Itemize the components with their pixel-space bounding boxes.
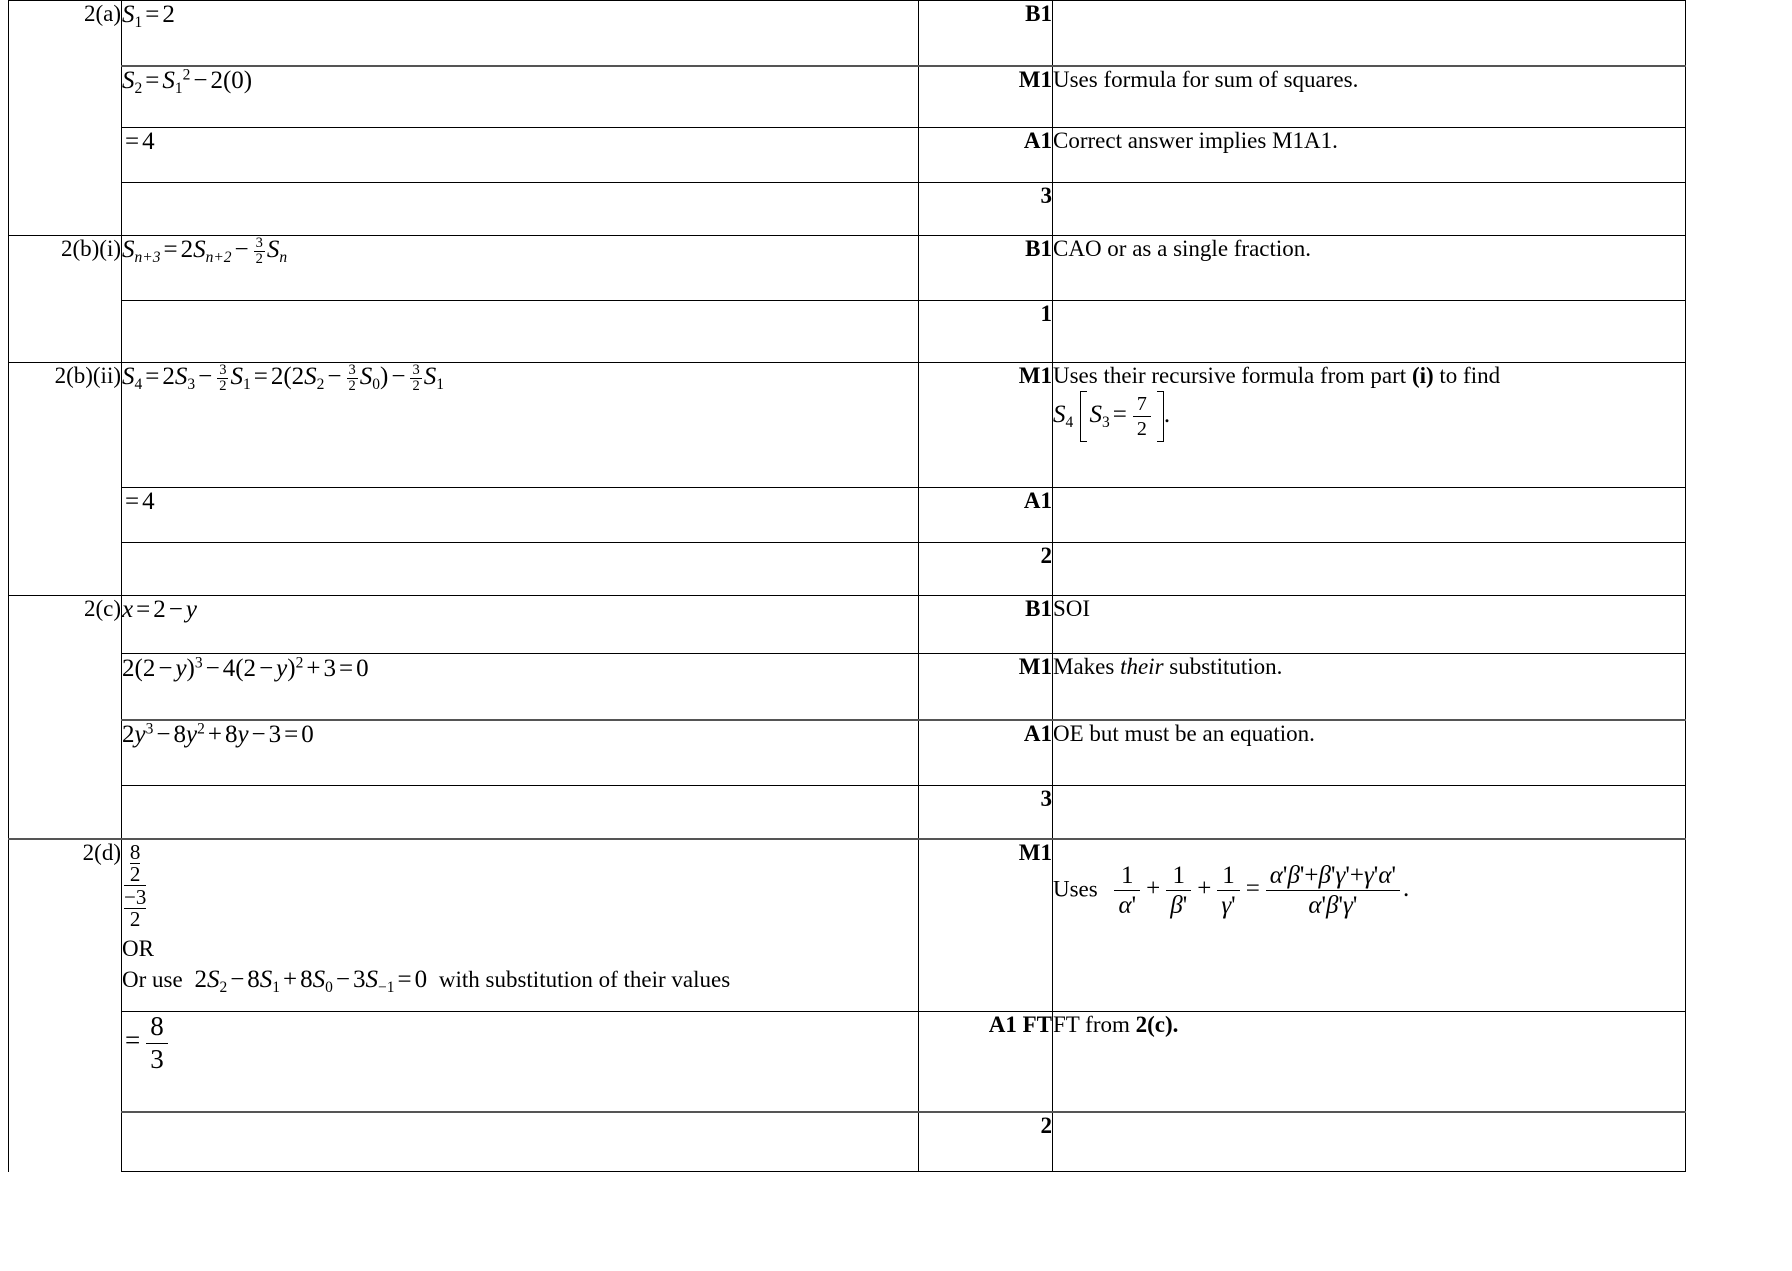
math-expression: x = 2 − y: [122, 596, 197, 623]
mark-cell-2c-a1: [919, 720, 1053, 786]
table-row: [9, 488, 1686, 543]
mark-code: 3: [1040, 786, 1052, 811]
mark-code: 2: [1040, 1112, 1052, 1138]
working-cell-2a-a1: [122, 128, 919, 183]
note-text-italic: their: [1120, 654, 1164, 679]
note-cell-2a-m1: [1053, 66, 1686, 128]
mark-cell-2a-b1: [919, 1, 1053, 66]
continued-fraction: [124, 839, 918, 932]
mark-scheme-table: [8, 0, 1686, 1172]
question-number: 2(c): [83, 596, 121, 621]
question-label-2bii: [9, 363, 122, 488]
working-cell-2bi-total: [122, 301, 919, 363]
note-cell-2bii: [1053, 363, 1686, 488]
mark-cell-2a-m1: [919, 66, 1053, 128]
table-row: [9, 1012, 1686, 1112]
working-cell-2c-a1: [122, 720, 919, 786]
math-expression: $2y^3 - 8y^2 + 8y - 3 = 0$: [122, 720, 314, 749]
mark-code: 1: [1040, 301, 1052, 326]
question-label-spacer: [9, 543, 122, 596]
or-text: OR: [122, 935, 154, 961]
note-text-a: Uses their recursive formula from part: [1053, 363, 1412, 388]
question-number: 2(a): [83, 1, 121, 26]
working-cell-2bii-total: [122, 543, 919, 596]
mark-total-2bii: [919, 543, 1053, 596]
question-label-spacer: [9, 183, 122, 236]
table-row: [9, 183, 1686, 236]
note-cell-2a-b1: [1053, 1, 1686, 66]
or-use-prefix: Or use: [122, 966, 183, 992]
mark-total-2c: [919, 786, 1053, 839]
math-expression: $S_4 = 2S_3$ − $\frac{3}{2}$ $S_1 = 2(2S_2$ − $\frac{3}{2}$ $S_0$) − $\frac{3}{2}$ $S_1$: [122, 362, 444, 395]
mark-code: A1: [1023, 488, 1052, 513]
note-cell-2d-a1: [1053, 1012, 1686, 1112]
table-row: [9, 301, 1686, 363]
math-expression: = 4: [125, 488, 155, 515]
note-cell-2c-total: [1053, 786, 1686, 839]
table-row: [9, 1, 1686, 66]
mark-cell-2bii: [919, 363, 1053, 488]
note-text: CAO or as a single fraction.: [1053, 236, 1312, 261]
note-cell-2bi: [1053, 236, 1686, 301]
math-expression: $S_1 = 2$: [122, 1, 175, 31]
working-cell-2bi: [122, 236, 919, 301]
table-row: [9, 236, 1686, 301]
note-cell-2c-a1: [1053, 720, 1686, 786]
mark-cell-2d-m1: [919, 839, 1053, 1012]
mark-cell-2c-b1: [919, 596, 1053, 654]
table-row: [9, 654, 1686, 720]
math-expression: $2S_2 - 8S_1 + 8S_0 - 3S_{-1} = 0$: [194, 965, 428, 996]
note-text: SOI: [1053, 596, 1091, 621]
mark-code: 2: [1040, 543, 1052, 568]
or-use-suffix: with substitution of their values: [438, 966, 731, 992]
question-label-spacer: [9, 720, 122, 786]
working-cell-2c-m1: [122, 654, 919, 720]
table-row: [9, 720, 1686, 786]
working-cell-2d-a1: [122, 1012, 919, 1112]
mark-cell-2d-a1: [919, 1012, 1053, 1112]
table-row: [9, 786, 1686, 839]
table-row: [9, 1112, 1686, 1172]
math-expression: $\frac{\frac{8}{2}}{\frac{-3}{2}}$: [124, 839, 147, 931]
working-cell-2a-m1: [122, 66, 919, 128]
table-row: [9, 363, 1686, 488]
note-text-line2: [1053, 391, 1685, 442]
mark-code: M1: [1018, 363, 1052, 388]
mark-code: 3: [1040, 183, 1052, 208]
working-cell-2c-total: [122, 786, 919, 839]
table-row: [9, 128, 1686, 183]
note-cell-2bii-a1: [1053, 488, 1686, 543]
note-cell-2d-total: [1053, 1112, 1686, 1172]
math-expression: $S_4$ $S_3$ = $\frac{7}{2}$ .: [1053, 393, 1171, 440]
mark-cell-2c-m1: [919, 654, 1053, 720]
table-row: [9, 596, 1686, 654]
question-label-spacer: [9, 66, 122, 128]
note-text-a: FT from: [1053, 1012, 1136, 1037]
note-text-a: Makes: [1053, 654, 1121, 679]
working-cell-2bii-a1: [122, 488, 919, 543]
mark-code: M1: [1018, 66, 1052, 92]
math-expression: = $\frac{8}{3}$: [122, 1025, 171, 1055]
math-expression: $\frac{1}{\alpha'}$ + $\frac{1}{\beta'}$ + $\frac{1}{\gamma'}$ = $\frac{\alpha'\beta'+\beta'\gamma'+\gamma'\alpha'}{\alpha'\beta'\gamma'}$ .: [1111, 875, 1409, 902]
note-cell-2bii-total: [1053, 543, 1686, 596]
mark-code: B1: [1025, 596, 1052, 621]
math-expression: $S_{n+3} = 2S_{n+2}$ − $\frac{3}{2}$ $S_n$: [122, 235, 288, 268]
note-prefix: Uses: [1053, 876, 1098, 902]
mark-code: A1: [1023, 128, 1052, 153]
working-cell-2a-b1: [122, 1, 919, 66]
mark-code: M1: [1018, 839, 1052, 865]
working-cell-2d-m1: [122, 839, 919, 1012]
math-expression: $S_2 = S_1^2 - 2(0)$: [122, 66, 253, 97]
mark-total-2d: [919, 1112, 1053, 1172]
mark-total-2bi: [919, 301, 1053, 363]
question-number: 2(d): [82, 839, 121, 865]
note-cell-2a-total: [1053, 183, 1686, 236]
note-cell-2bi-total: [1053, 301, 1686, 363]
square-bracket-group: $S_3$ = $\frac{7}{2}$: [1080, 391, 1164, 442]
mark-code: B1: [1025, 1, 1052, 26]
question-label-spacer: [9, 128, 122, 183]
question-label-spacer: [9, 301, 122, 363]
working-cell-2bii: [122, 363, 919, 488]
mark-code: A1 FT: [988, 1012, 1052, 1037]
table-row: [9, 543, 1686, 596]
mark-cell-2bi: [919, 236, 1053, 301]
note-text: Uses formula for sum of squares.: [1053, 66, 1359, 92]
note-cell-2d-m1: [1053, 839, 1686, 1012]
question-label-2d: [9, 839, 122, 1012]
note-cell-2c-b1: [1053, 596, 1686, 654]
note-cell-2c-m1: [1053, 654, 1686, 720]
mark-total-2a: [919, 183, 1053, 236]
note-text-line1: [1053, 363, 1685, 389]
working-cell-2a-total: [122, 183, 919, 236]
question-label-spacer: [9, 654, 122, 720]
note-cell-2a-a1: [1053, 128, 1686, 183]
question-label-2bi: [9, 236, 122, 301]
or-use-line: [122, 966, 918, 997]
question-number: 2(b)(i): [60, 236, 121, 261]
note-text: OE but must be an equation.: [1053, 720, 1315, 746]
math-expression: = 4: [125, 128, 155, 155]
question-label-2c: [9, 596, 122, 654]
or-label: [122, 936, 918, 962]
mark-code: A1: [1023, 720, 1052, 746]
note-text-b: substitution.: [1163, 654, 1283, 679]
question-label-spacer: [9, 1112, 122, 1172]
question-label-spacer: [9, 786, 122, 839]
working-cell-2d-total: [122, 1112, 919, 1172]
mark-code: B1: [1025, 236, 1052, 261]
note-text-bold: (i): [1411, 363, 1434, 388]
table-row: [9, 839, 1686, 1012]
note-text-b: to find: [1433, 363, 1501, 388]
mark-cell-2bii-a1: [919, 488, 1053, 543]
question-number: 2(b)(ii): [54, 363, 121, 388]
note-text-bold: 2(c).: [1135, 1012, 1179, 1037]
question-label-spacer: [9, 488, 122, 543]
note-text: Correct answer implies M1A1.: [1053, 128, 1338, 153]
mark-cell-2a-a1: [919, 128, 1053, 183]
mark-code: M1: [1018, 654, 1052, 679]
table-row: [9, 66, 1686, 128]
question-label-2a: [9, 1, 122, 66]
question-label-spacer: [9, 1012, 122, 1112]
math-expression: $2(2 - y)^3 - 4(2 - y)^2 + 3 = 0$: [122, 654, 369, 682]
working-cell-2c-b1: [122, 596, 919, 654]
